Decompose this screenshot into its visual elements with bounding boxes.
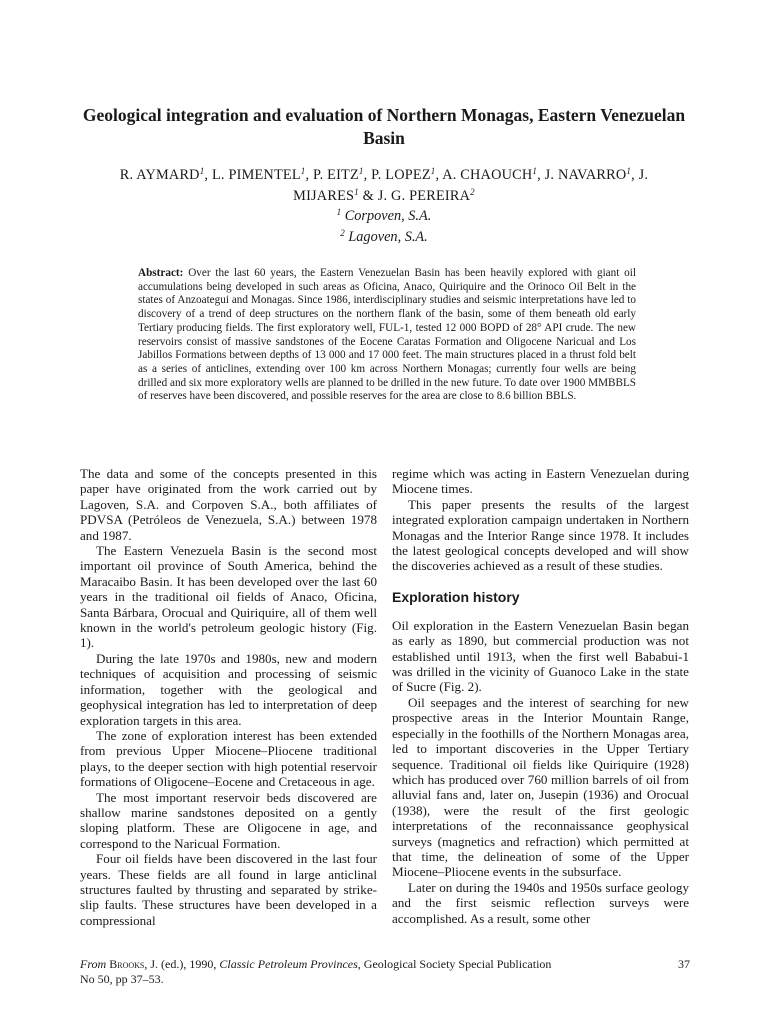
author: R. AYMARD$^1$, xyxy=(119,166,212,183)
author: P. EITZ$^1$, xyxy=(313,166,372,183)
author: A. CHAOUCH$^1$, xyxy=(442,166,545,183)
paragraph: The Eastern Venezuela Basin is the second most important oil province of South America, behind the Maracaibo Basin. It has been developed over the last 60 years in the traditional oil fields of Anaco, Oficina, Santa Bárbara, Orocual and Quiriquire, all of them well known in the world's petroleum geologic history (Fig. 1). xyxy=(80,543,377,651)
abstract xyxy=(138,267,636,404)
paragraph: The most important reservoir beds discovered are shallow marine sandstones deposited on a gently sloping platform. These are Oligocene in age, and correspond to the Naricual Formation. xyxy=(80,789,377,851)
affiliation-list xyxy=(200,206,568,248)
affiliation: $^1$ Corpoven, S.A. xyxy=(336,207,432,224)
page-footer xyxy=(80,957,690,987)
page-number: 37 xyxy=(678,957,690,971)
author: J. MIJARES$^1$ & xyxy=(293,167,649,204)
paragraph: The zone of exploration interest has been extended from previous Upper Miocene–Pliocene traditional plays, to the deeper section with high potential reservoir formations of Oligocene–Eocene and Cretaceous in age. xyxy=(80,727,377,790)
author: J. G. PEREIRA$^2$ xyxy=(377,187,475,204)
paper-title: Geological integration and evaluation of Northern Monagas, Eastern Venezuelan Basin xyxy=(82,105,686,148)
section-heading: Exploration history xyxy=(392,588,520,605)
author-list xyxy=(90,165,678,207)
paragraph: Later on during the 1940s and 1950s surface geology and the first seismic reflection surveys were accomplished. As a result, some other xyxy=(392,879,689,926)
paragraph: This paper presents the results of the largest integrated exploration campaign undertaken in Northern Monagas and the Interior Range since 1978. It includes the latest geological concepts developed and will show the discoveries achieved as a result of these studies. xyxy=(392,496,689,574)
author: J. NAVARRO$^1$, xyxy=(544,166,639,183)
paragraph: Four oil fields have been discovered in the last four years. These fields are all found in large anticlinal structures faulted by thrusting and separated by strike-slip faults. These structures have been developed in a compressional xyxy=(80,851,377,928)
author: L. PIMENTEL$^1$, xyxy=(211,166,314,183)
paragraph: Oil seepages and the interest of searching for new prospective areas in the Interior Mountain Range, especially in the foothills of the Northern Monagas area, led to important discoveries in the Upper Tertiary sequence. Traditional oil fields like Quiriquire (1928) which has produced over 760 million barrels of oil from alluvial fans and, later on, Jusepin (1936) and Orocual (1938), were the result of the first geologic interpretations of the reconnaissance geophysical surveys (magnetics and refraction) which permitted at that time, the delineation of some of the Upper Miocene–Pliocene events in the subsurface. xyxy=(392,694,689,880)
right-column xyxy=(392,466,689,926)
paragraph: Oil exploration in the Eastern Venezuelan Basin began as early as 1890, but commercial production was not established until 1913, when the first well Bababui-1 was drilled in the vicinity of Guanoco Lake in the state of Sucre (Fig. 2). xyxy=(392,617,689,695)
affiliation: $^2$ Lagoven, S.A. xyxy=(340,228,428,245)
left-column xyxy=(80,466,377,928)
citation: From Brooks, J. (ed.), 1990, Classic Petroleum Provinces, Geological Society Special Publication No 50, pp 37–53. xyxy=(80,957,552,986)
paragraph: regime which was acting in Eastern Venezuelan during Miocene times. xyxy=(392,466,689,497)
abstract-label: Abstract: xyxy=(138,267,184,279)
abstract-text: Over the last 60 years, the Eastern Venezuelan Basin has been heavily explored with giant oil accumulations being developed in such areas as Oficina, Anaco, Quiriquire and the Orinoco Oil Belt in the states of Anzoategui and Monagas. Since 1986, interdisciplinary studies and seismic interpretations have led to discovery of a trend of deep structures on the northern flank of the basin, some of them beneath old early Tertiary producing fields. The first exploratory well, FUL-1, tested 12 000 BOPD of 28° API crude. The new reservoirs consist of massive sandstones of the Eocene Caratas Formation and Oligocene Naricual and Los Jabillos Formations between depths of 13 000 and 17 000 feet. The main structures placed in a thrust fold belt as a series of anticlines, extending over 100 km across Northern Monagas; currently four wells are being drilled and six more exploratory wells are planned to be drilled in the new future. To date over 1900 MMBBLS of reserves have been discovered, and possible reserves for the area are close to 8.6 billion BBLS. xyxy=(138,267,636,403)
paragraph: The data and some of the concepts presented in this paper have originated from the work carried out by Lagoven, S.A. and Corpoven S.A., both affiliates of PDVSA (Petróleos de Venezuela, S.A.) between 1978 and 1987. xyxy=(80,466,377,543)
paragraph: During the late 1970s and 1980s, new and modern techniques of acquisition and processing of seismic information, together with the geological and geophysical integration has led to interpretation of deep exploration targets in this area. xyxy=(80,650,377,728)
author: P. LOPEZ$^1$, xyxy=(371,166,443,183)
